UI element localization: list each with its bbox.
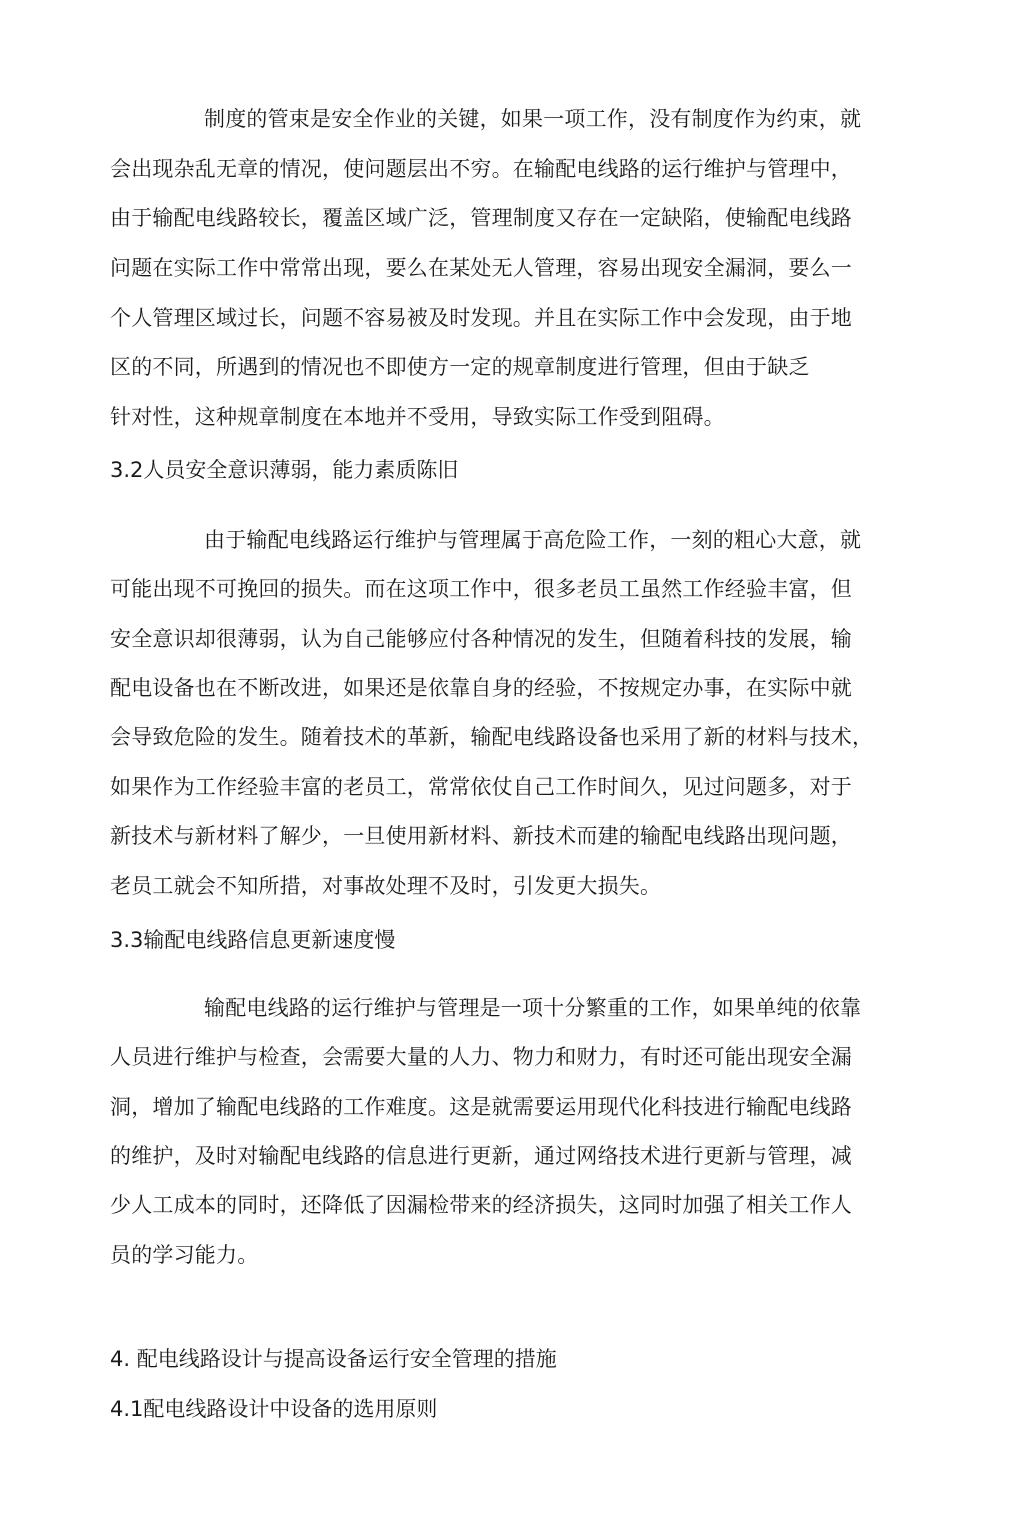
paragraph-line: 由于输配电线路较长，覆盖区域广泛，管理制度又存在一定缺陷，使输配电线路	[110, 206, 852, 230]
paragraph-line: 员的学习能力。	[110, 1243, 259, 1267]
paragraph-line: 配电设备也在不断改进，如果还是依靠自身的经验，不按规定办事，在实际中就	[110, 676, 852, 700]
paragraph-line: 新技术与新材料了解少，一旦使用新材料、新技术而建的输配电线路出现问题，	[110, 824, 852, 848]
paragraph-line: 可能出现不可挽回的损失。而在这项工作中，很多老员工虽然工作经验丰富，但	[110, 577, 852, 601]
paragraph-line: 区的不同，所遇到的情况也不即使方一定的规章制度进行管理，但由于缺乏	[110, 355, 810, 379]
section-heading: 3.2人员安全意识薄弱，能力素质陈旧	[110, 458, 459, 482]
paragraph-line: 老员工就会不知所措，对事故处理不及时，引发更大损失。	[110, 874, 662, 898]
section-heading: 3.3输配电线路信息更新速度慢	[110, 928, 396, 952]
paragraph-line: 针对性，这种规章制度在本地并不受用，导致实际工作受到阻碍。	[110, 405, 725, 429]
subsection-heading: 4.1配电线路设计中设备的选用原则	[110, 1397, 438, 1421]
paragraph-line: 的维护，及时对输配电线路的信息进行更新，通过网络技术进行更新与管理，减	[110, 1144, 852, 1168]
paragraph-line: 会导致危险的发生。随着技术的革新，输配电线路设备也采用了新的材料与技术，	[110, 725, 874, 749]
paragraph-line: 少人工成本的同时，还降低了因漏检带来的经济损失，这同时加强了相关工作人	[110, 1193, 852, 1217]
paragraph-line: 如果作为工作经验丰富的老员工，常常依仗自己工作时间久，见过问题多，对于	[110, 775, 852, 799]
paragraph-line: 洞，增加了输配电线路的工作难度。这是就需要运用现代化科技进行输配电线路	[110, 1095, 852, 1119]
paragraph-line: 由于输配电线路运行维护与管理属于高危险工作，一刻的粗心大意，就	[204, 528, 862, 552]
paragraph-line: 输配电线路的运行维护与管理是一项十分繁重的工作，如果单纯的依靠	[204, 996, 862, 1020]
paragraph-line: 会出现杂乱无章的情况，使问题层出不穷。在输配电线路的运行维护与管理中，	[110, 157, 852, 181]
paragraph-line: 安全意识却很薄弱，认为自己能够应付各种情况的发生，但随着科技的发展，输	[110, 627, 852, 651]
paragraph-line: 个人管理区域过长，问题不容易被及时发现。并且在实际工作中会发现，由于地	[110, 306, 852, 330]
paragraph-line: 制度的管束是安全作业的关键，如果一项工作，没有制度作为约束，就	[204, 107, 862, 131]
paragraph-line: 人员进行维护与检查，会需要大量的人力、物力和财力，有时还可能出现安全漏	[110, 1045, 852, 1069]
paragraph-line: 问题在实际工作中常常出现，要么在某处无人管理，容易出现安全漏洞，要么一	[110, 256, 852, 280]
section-heading: 4. 配电线路设计与提高设备运行安全管理的措施	[110, 1347, 557, 1371]
